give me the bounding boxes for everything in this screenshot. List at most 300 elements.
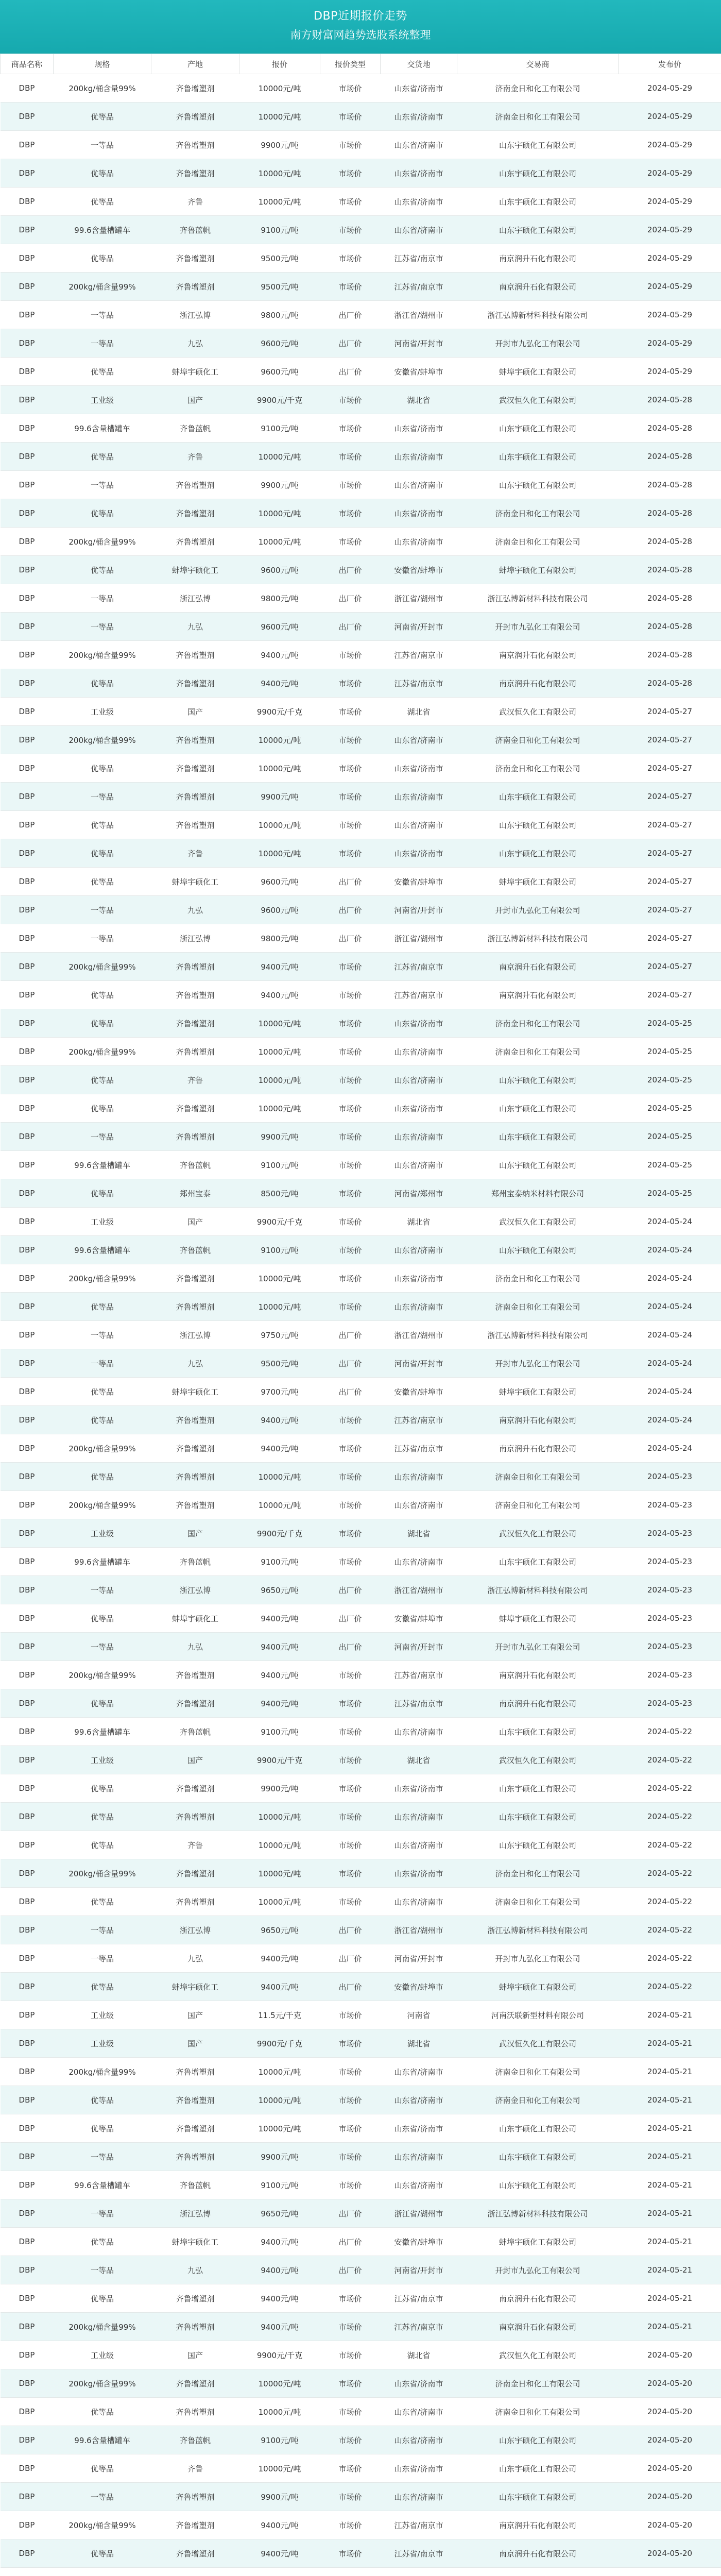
spec-cell: 200kg/桶含量99%: [54, 1264, 151, 1293]
price-type-cell: 出厂价: [320, 2228, 381, 2256]
delivery-cell: 山东省/济南市: [381, 216, 457, 244]
price-type-cell: 市场价: [320, 2511, 381, 2539]
delivery-cell: 山东省/济南市: [381, 131, 457, 159]
price-cell: 9750元/吨: [239, 1321, 320, 1349]
origin-cell: 齐鲁增塑剂: [151, 131, 239, 159]
spec-cell: 优等品: [54, 2454, 151, 2483]
price-cell: 9100元/吨: [239, 1718, 320, 1746]
price-cell: 9650元/吨: [239, 2199, 320, 2228]
product-name-cell: DBP: [1, 1604, 54, 1633]
product-name-cell: DBP: [1, 1916, 54, 1944]
price-cell: 10000元/吨: [239, 2114, 320, 2143]
delivery-cell: 浙江省/湖州市: [381, 584, 457, 613]
table-row: [1, 1094, 721, 1123]
product-name-cell: DBP: [1, 2029, 54, 2058]
delivery-cell: 江苏省/南京市: [381, 1661, 457, 1689]
dealer-cell: 蚌埠宇硕化工有限公司: [457, 868, 619, 896]
origin-cell: 齐鲁增塑剂: [151, 2398, 239, 2426]
price-type-cell: 出厂价: [320, 1378, 381, 1406]
price-type-cell: 出厂价: [320, 1916, 381, 1944]
origin-cell: 齐鲁增塑剂: [151, 2539, 239, 2568]
table-row: [1, 2341, 721, 2369]
product-name-cell: DBP: [1, 1208, 54, 1236]
price-type-cell: 市场价: [320, 1264, 381, 1293]
price-cell: 9400元/吨: [239, 1973, 320, 2001]
dealer-cell: 南京润升石化有限公司: [457, 641, 619, 669]
product-name-cell: DBP: [1, 1831, 54, 1859]
spec-cell: 优等品: [54, 1009, 151, 1038]
price-type-cell: 市场价: [320, 244, 381, 273]
dealer-cell: 济南金日和化工有限公司: [457, 1888, 619, 1916]
dealer-cell: 开封市九弘化工有限公司: [457, 1944, 619, 1973]
price-cell: 9100元/吨: [239, 414, 320, 443]
table-row: [1, 2284, 721, 2313]
spec-cell: 优等品: [54, 1066, 151, 1094]
date-cell: 2024-05-24: [619, 1378, 721, 1406]
delivery-cell: 河南省/开封市: [381, 613, 457, 641]
dealer-cell: 济南金日和化工有限公司: [457, 1264, 619, 1293]
origin-cell: 齐鲁增塑剂: [151, 1094, 239, 1123]
delivery-cell: 安徽省/蚌埠市: [381, 1604, 457, 1633]
delivery-cell: 山东省/济南市: [381, 1774, 457, 1803]
product-name-cell: DBP: [1, 273, 54, 301]
dealer-cell: 山东宇硕化工有限公司: [457, 414, 619, 443]
price-type-cell: 市场价: [320, 499, 381, 528]
table-row: [1, 2483, 721, 2511]
price-cell: 10000元/吨: [239, 2398, 320, 2426]
table-row: [1, 783, 721, 811]
spec-cell: 优等品: [54, 1094, 151, 1123]
table-row: [1, 244, 721, 273]
dealer-cell: 山东宇硕化工有限公司: [457, 1123, 619, 1151]
date-cell: 2024-05-23: [619, 1604, 721, 1633]
spec-cell: 200kg/桶含量99%: [54, 74, 151, 103]
delivery-cell: 山东省/济南市: [381, 2398, 457, 2426]
price-type-cell: 市场价: [320, 1519, 381, 1548]
price-type-cell: 市场价: [320, 1718, 381, 1746]
product-name-cell: DBP: [1, 1803, 54, 1831]
price-type-cell: 市场价: [320, 839, 381, 868]
product-name-cell: DBP: [1, 754, 54, 783]
product-name-cell: DBP: [1, 2369, 54, 2398]
delivery-cell: 江苏省/南京市: [381, 1406, 457, 1434]
price-cell: 9800元/吨: [239, 301, 320, 329]
origin-cell: [151, 2568, 239, 2576]
price-cell: 9400元/吨: [239, 2256, 320, 2284]
price-type-cell: 市场价: [320, 471, 381, 499]
origin-cell: 齐鲁蓝帆: [151, 1151, 239, 1179]
price-type-cell: 市场价: [320, 1094, 381, 1123]
price-cell: 9100元/吨: [239, 2171, 320, 2199]
price-cell: 11.5元/千克: [239, 2001, 320, 2029]
dealer-cell: 武汉恒久化工有限公司: [457, 1519, 619, 1548]
origin-cell: 齐鲁蓝帆: [151, 1718, 239, 1746]
date-cell: 2024-05-28: [619, 499, 721, 528]
spec-cell: 200kg/桶含量99%: [54, 528, 151, 556]
delivery-cell: 江苏省/南京市: [381, 1434, 457, 1463]
date-cell: 2024-05-29: [619, 131, 721, 159]
spec-cell: 优等品: [54, 981, 151, 1009]
date-cell: 2024-05-23: [619, 1491, 721, 1519]
product-name-cell: DBP: [1, 896, 54, 924]
delivery-cell: 山东省/济南市: [381, 2086, 457, 2114]
price-type-cell: 市场价: [320, 1689, 381, 1718]
spec-cell: 200kg/桶含量99%: [54, 273, 151, 301]
table-row: [1, 2539, 721, 2568]
price-type-cell: 市场价: [320, 698, 381, 726]
table-row: [1, 1066, 721, 1094]
price-cell: 9600元/吨: [239, 358, 320, 386]
table-row: [1, 2256, 721, 2284]
date-cell: 2024-05-22: [619, 1831, 721, 1859]
price-cell: 9400元/吨: [239, 1661, 320, 1689]
date-cell: 2024-05-29: [619, 188, 721, 216]
spec-cell: 一等品: [54, 2256, 151, 2284]
date-cell: 2024-05-20: [619, 2539, 721, 2568]
price-cell: 10000元/吨: [239, 74, 320, 103]
price-cell: 9600元/吨: [239, 868, 320, 896]
product-name-cell: DBP: [1, 2313, 54, 2341]
table-row: [1, 1038, 721, 1066]
origin-cell: 齐鲁增塑剂: [151, 273, 239, 301]
product-name-cell: DBP: [1, 1066, 54, 1094]
product-name-cell: DBP: [1, 924, 54, 953]
origin-cell: 齐鲁增塑剂: [151, 159, 239, 188]
product-name-cell: DBP: [1, 953, 54, 981]
dealer-cell: 蚌埠宇硕化工有限公司: [457, 358, 619, 386]
spec-cell: 一等品: [54, 1321, 151, 1349]
spec-cell: 一等品: [54, 2483, 151, 2511]
date-cell: 2024-05-27: [619, 868, 721, 896]
table-row: [1, 754, 721, 783]
dealer-cell: 武汉恒久化工有限公司: [457, 1746, 619, 1774]
delivery-cell: 山东省/济南市: [381, 2369, 457, 2398]
origin-cell: 齐鲁增塑剂: [151, 2086, 239, 2114]
origin-cell: 齐鲁增塑剂: [151, 1774, 239, 1803]
origin-cell: 齐鲁: [151, 2454, 239, 2483]
price-type-cell: 市场价: [320, 1208, 381, 1236]
origin-cell: 齐鲁蓝帆: [151, 1548, 239, 1576]
delivery-cell: 山东省/济南市: [381, 2171, 457, 2199]
date-cell: 2024-05-22: [619, 1774, 721, 1803]
price-type-cell: 出厂价: [320, 1944, 381, 1973]
table-row: [1, 669, 721, 698]
price-cell: 10000元/吨: [239, 1491, 320, 1519]
product-name-cell: DBP: [1, 1661, 54, 1689]
spec-cell: 一等品: [54, 1123, 151, 1151]
spec-cell: 优等品: [54, 669, 151, 698]
price-type-cell: 市场价: [320, 528, 381, 556]
delivery-cell: 山东省/济南市: [381, 1066, 457, 1094]
price-type-cell: 市场价: [320, 1151, 381, 1179]
origin-cell: 齐鲁增塑剂: [151, 2058, 239, 2086]
dealer-cell: 山东宇硕化工有限公司: [457, 131, 619, 159]
price-cell: 10000元/吨: [239, 188, 320, 216]
price-cell: 9400元/吨: [239, 1406, 320, 1434]
price-type-cell: 市场价: [320, 1038, 381, 1066]
table-row: [1, 273, 721, 301]
spec-cell: 工业级: [54, 386, 151, 414]
spec-cell: 优等品: [54, 1803, 151, 1831]
date-cell: 2024-05-20: [619, 2369, 721, 2398]
spec-cell: 200kg/桶含量99%: [54, 2313, 151, 2341]
origin-cell: 九弘: [151, 2256, 239, 2284]
column-header: 交易商: [457, 54, 619, 74]
origin-cell: 浙江弘博: [151, 301, 239, 329]
dealer-cell: 山东宇硕化工有限公司: [457, 1548, 619, 1576]
price-cell: 10000元/吨: [239, 2086, 320, 2114]
price-cell: 9400元/吨: [239, 641, 320, 669]
price-cell: 9400元/吨: [239, 2313, 320, 2341]
product-name-cell: DBP: [1, 1888, 54, 1916]
date-cell: 2024-05-20: [619, 2511, 721, 2539]
table-row: [1, 414, 721, 443]
dealer-cell: 蚌埠宇硕化工有限公司: [457, 2228, 619, 2256]
delivery-cell: 山东省/济南市: [381, 528, 457, 556]
origin-cell: 齐鲁增塑剂: [151, 2114, 239, 2143]
table-row: [1, 1661, 721, 1689]
price-cell: 9400元/吨: [239, 1944, 320, 1973]
table-row: [1, 499, 721, 528]
delivery-cell: 河南省: [381, 2001, 457, 2029]
delivery-cell: 浙江省/湖州市: [381, 1916, 457, 1944]
spec-cell: 一等品: [54, 1944, 151, 1973]
delivery-cell: 山东省/济南市: [381, 1491, 457, 1519]
price-type-cell: 市场价: [320, 1179, 381, 1208]
date-cell: 2024-05-24: [619, 1208, 721, 1236]
delivery-cell: 河南省/开封市: [381, 329, 457, 358]
column-header: 产地: [151, 54, 239, 74]
origin-cell: 齐鲁蓝帆: [151, 216, 239, 244]
dealer-cell: 开封市九弘化工有限公司: [457, 1349, 619, 1378]
delivery-cell: 山东省/济南市: [381, 839, 457, 868]
dealer-cell: 山东宇硕化工有限公司: [457, 159, 619, 188]
price-type-cell: 出厂价: [320, 1576, 381, 1604]
price-cell: 9400元/吨: [239, 981, 320, 1009]
price-type-cell: 市场价: [320, 103, 381, 131]
price-cell: 10000元/吨: [239, 528, 320, 556]
delivery-cell: 湖北省: [381, 386, 457, 414]
column-header: 报价类型: [320, 54, 381, 74]
dealer-cell: 山东宇硕化工有限公司: [457, 811, 619, 839]
price-cell: 9500元/吨: [239, 1349, 320, 1378]
origin-cell: 国产: [151, 386, 239, 414]
origin-cell: 齐鲁增塑剂: [151, 2284, 239, 2313]
table-row: [1, 358, 721, 386]
spec-cell: 一等品: [54, 1633, 151, 1661]
spec-cell: 优等品: [54, 2284, 151, 2313]
price-type-cell: 出厂价: [320, 896, 381, 924]
product-name-cell: DBP: [1, 358, 54, 386]
product-name-cell: DBP: [1, 1548, 54, 1576]
dealer-cell: 济南金日和化工有限公司: [457, 103, 619, 131]
origin-cell: 齐鲁蓝帆: [151, 2426, 239, 2454]
date-cell: 2024-05-27: [619, 783, 721, 811]
dealer-cell: 济南金日和化工有限公司: [457, 1463, 619, 1491]
price-type-cell: 市场价: [320, 1548, 381, 1576]
spec-cell: 一等品: [54, 471, 151, 499]
date-cell: 2024-05-24: [619, 1349, 721, 1378]
spec-cell: 优等品: [54, 754, 151, 783]
product-name-cell: DBP: [1, 868, 54, 896]
origin-cell: 蚌埠宇硕化工: [151, 358, 239, 386]
table-row: [1, 839, 721, 868]
product-name-cell: DBP: [1, 641, 54, 669]
product-name-cell: DBP: [1, 2086, 54, 2114]
product-name-cell: DBP: [1, 1633, 54, 1661]
delivery-cell: 江苏省/南京市: [381, 244, 457, 273]
date-cell: 2024-05-23: [619, 1576, 721, 1604]
dealer-cell: 南京润升石化有限公司: [457, 1661, 619, 1689]
spec-cell: 200kg/桶含量99%: [54, 1038, 151, 1066]
dealer-cell: 武汉恒久化工有限公司: [457, 698, 619, 726]
date-cell: 2024-05-20: [619, 2398, 721, 2426]
delivery-cell: 江苏省/南京市: [381, 1689, 457, 1718]
price-type-cell: 出厂价: [320, 584, 381, 613]
dealer-cell: 济南金日和化工有限公司: [457, 2369, 619, 2398]
delivery-cell: 江苏省/南京市: [381, 273, 457, 301]
date-cell: 2024-05-28: [619, 414, 721, 443]
date-cell: 2024-05-28: [619, 386, 721, 414]
dealer-cell: 蚌埠宇硕化工有限公司: [457, 1378, 619, 1406]
spec-cell: 99.6含量槽罐车: [54, 1718, 151, 1746]
spec-cell: 一等品: [54, 613, 151, 641]
origin-cell: 齐鲁增塑剂: [151, 1661, 239, 1689]
price-cell: 10000元/吨: [239, 1803, 320, 1831]
price-cell: 10000元/吨: [239, 1094, 320, 1123]
spec-cell: 优等品: [54, 1888, 151, 1916]
price-cell: 10000元/吨: [239, 499, 320, 528]
price-cell: 10000元/吨: [239, 1009, 320, 1038]
price-cell: 9900元/千克: [239, 1208, 320, 1236]
spec-cell: 99.6含量槽罐车: [54, 2171, 151, 2199]
price-type-cell: 出厂价: [320, 1633, 381, 1661]
product-name-cell: DBP: [1, 2114, 54, 2143]
dealer-cell: 济南金日和化工有限公司: [457, 1038, 619, 1066]
delivery-cell: 河南省/开封市: [381, 1349, 457, 1378]
price-cell: 10000元/吨: [239, 1831, 320, 1859]
spec-cell: 优等品: [54, 103, 151, 131]
price-cell: 8500元/吨: [239, 1179, 320, 1208]
price-cell: 10000元/吨: [239, 1888, 320, 1916]
date-cell: 2024-05-24: [619, 1321, 721, 1349]
price-type-cell: 市场价: [320, 1123, 381, 1151]
price-type-cell: 市场价: [320, 2284, 381, 2313]
date-cell: 2024-05-24: [619, 1293, 721, 1321]
date-cell: 2024-05-21: [619, 2284, 721, 2313]
product-name-cell: DBP: [1, 2511, 54, 2539]
date-cell: 2024-05-29: [619, 273, 721, 301]
origin-cell: 齐鲁增塑剂: [151, 783, 239, 811]
spec-cell: 200kg/桶含量99%: [54, 1661, 151, 1689]
dealer-cell: 山东宇硕化工有限公司: [457, 2171, 619, 2199]
origin-cell: 齐鲁增塑剂: [151, 1463, 239, 1491]
price-cell: 9100元/吨: [239, 216, 320, 244]
delivery-cell: 山东省/济南市: [381, 1718, 457, 1746]
product-name-cell: DBP: [1, 2199, 54, 2228]
date-cell: 2024-05-21: [619, 2114, 721, 2143]
spec-cell: 200kg/桶含量99%: [54, 2058, 151, 2086]
spec-cell: 优等品: [54, 188, 151, 216]
product-name-cell: DBP: [1, 669, 54, 698]
date-cell: 2024-05-28: [619, 471, 721, 499]
product-name-cell: DBP: [1, 2398, 54, 2426]
spec-cell: 200kg/桶含量99%: [54, 2511, 151, 2539]
price-cell: 9600元/吨: [239, 556, 320, 584]
spec-cell: 工业级: [54, 698, 151, 726]
delivery-cell: 河南省/开封市: [381, 896, 457, 924]
product-name-cell: DBP: [1, 2171, 54, 2199]
origin-cell: 齐鲁增塑剂: [151, 811, 239, 839]
price-type-cell: 市场价: [320, 273, 381, 301]
spec-cell: 一等品: [54, 301, 151, 329]
dealer-cell: 南京润升石化有限公司: [457, 244, 619, 273]
dealer-cell: 山东宇硕化工有限公司: [457, 2114, 619, 2143]
price-cell: 9400元/吨: [239, 1689, 320, 1718]
product-name-cell: DBP: [1, 2341, 54, 2369]
dealer-cell: 南京润升石化有限公司: [457, 1689, 619, 1718]
delivery-cell: 山东省/济南市: [381, 1236, 457, 1264]
table-row: [1, 74, 721, 103]
date-cell: 2024-05-23: [619, 1463, 721, 1491]
table-row: [1, 2398, 721, 2426]
product-name-cell: DBP: [1, 1349, 54, 1378]
dealer-cell: 武汉恒久化工有限公司: [457, 2341, 619, 2369]
origin-cell: 齐鲁: [151, 1831, 239, 1859]
price-type-cell: 市场价: [320, 1236, 381, 1264]
dealer-cell: 开封市九弘化工有限公司: [457, 329, 619, 358]
price-type-cell: 市场价: [320, 2426, 381, 2454]
origin-cell: 浙江弘博: [151, 1576, 239, 1604]
price-type-cell: 市场价: [320, 1746, 381, 1774]
delivery-cell: 江苏省/南京市: [381, 669, 457, 698]
dealer-cell: 浙江弘博新材料科技有限公司: [457, 1576, 619, 1604]
product-name-cell: DBP: [1, 1151, 54, 1179]
spec-cell: 99.6含量槽罐车: [54, 216, 151, 244]
column-header: 交货地: [381, 54, 457, 74]
date-cell: 2024-05-27: [619, 726, 721, 754]
spec-cell: 优等品: [54, 556, 151, 584]
spec-cell: 优等品: [54, 244, 151, 273]
price-cell: 10000元/吨: [239, 754, 320, 783]
spec-cell: 优等品: [54, 2114, 151, 2143]
price-type-cell: 市场价: [320, 1406, 381, 1434]
origin-cell: 齐鲁增塑剂: [151, 1689, 239, 1718]
product-name-cell: DBP: [1, 839, 54, 868]
dealer-cell: 山东宇硕化工有限公司: [457, 2143, 619, 2171]
product-name-cell: DBP: [1, 811, 54, 839]
delivery-cell: 山东省/济南市: [381, 2058, 457, 2086]
date-cell: 2024-05-29: [619, 74, 721, 103]
date-cell: 2024-05-28: [619, 443, 721, 471]
date-cell: 2024-05-29: [619, 103, 721, 131]
origin-cell: 齐鲁增塑剂: [151, 244, 239, 273]
origin-cell: 齐鲁增塑剂: [151, 1264, 239, 1293]
product-name-cell: DBP: [1, 1179, 54, 1208]
product-name-cell: DBP: [1, 1973, 54, 2001]
dealer-cell: 浙江弘博新材料科技有限公司: [457, 301, 619, 329]
date-cell: 2024-05-21: [619, 2256, 721, 2284]
origin-cell: 齐鲁蓝帆: [151, 2171, 239, 2199]
origin-cell: 齐鲁增塑剂: [151, 669, 239, 698]
price-cell: 9400元/吨: [239, 2511, 320, 2539]
price-cell: [239, 2568, 320, 2576]
price-type-cell: 市场价: [320, 2029, 381, 2058]
table-row: [1, 2143, 721, 2171]
delivery-cell: 山东省/济南市: [381, 1293, 457, 1321]
price-type-cell: 出厂价: [320, 1349, 381, 1378]
table-row: [1, 1151, 721, 1179]
